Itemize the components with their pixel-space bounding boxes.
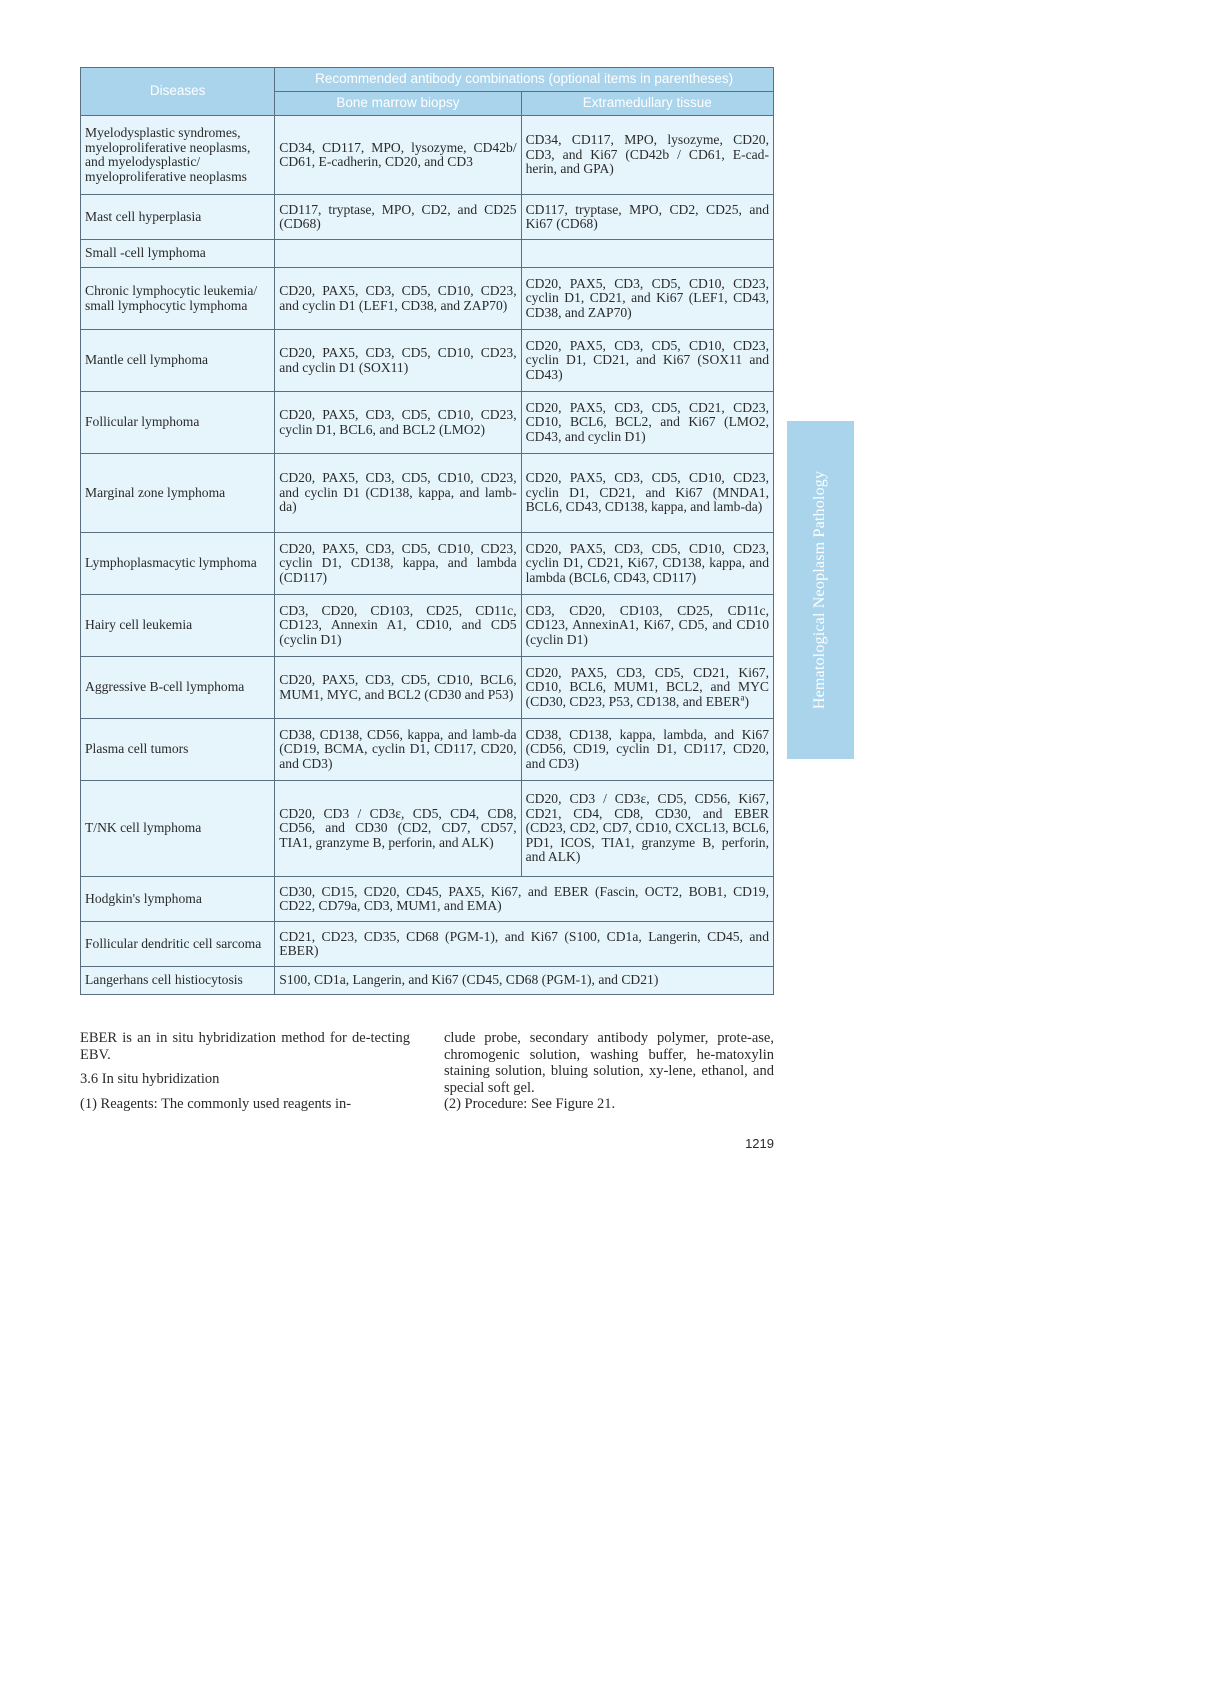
disease-cell: Chronic lymphocytic leukemia/ small lymphocytic lymphoma (81, 268, 275, 330)
bone-marrow-cell: CD20, PAX5, CD3, CD5, CD10, BCL6, MUM1, MYC, and BCL2 (CD30 and P53) (275, 657, 521, 719)
header-antibody-group: Recommended antibody combinations (optional items in parentheses) (275, 68, 774, 92)
disease-cell: Hairy cell leukemia (81, 595, 275, 657)
disease-cell: Follicular lymphoma (81, 392, 275, 454)
combined-antibody-cell: CD30, CD15, CD20, CD45, PAX5, Ki67, and EBER (Fascin, OCT2, BOB1, CD19, CD22, CD79a, CD3, MUM1, and EMA) (275, 877, 774, 922)
table-row (81, 657, 774, 719)
table-row (81, 719, 774, 781)
table-row (81, 533, 774, 595)
header-bone-marrow: Bone marrow biopsy (275, 92, 521, 116)
disease-cell: Marginal zone lymphoma (81, 454, 275, 533)
table-row (81, 967, 774, 995)
extramedullary-cell: CD34, CD117, MPO, lysozyme, CD20, CD3, and Ki67 (CD42b / CD61, E-cad-herin, and GPA) (521, 116, 773, 195)
disease-cell: Hodgkin's lymphoma (81, 877, 275, 922)
extramedullary-cell (521, 657, 773, 719)
paragraph: (2) Procedure: See Figure 21. (444, 1096, 616, 1113)
extramedullary-cell: CD20, PAX5, CD3, CD5, CD21, CD23, CD10, BCL6, BCL2, and Ki67 (LMO2, CD43, and cyclin D1) (521, 392, 773, 454)
bone-marrow-cell: CD20, PAX5, CD3, CD5, CD10, CD23, cyclin D1, CD138, kappa, and lambda (CD117) (275, 533, 521, 595)
antibody-table (80, 67, 774, 995)
chapter-side-tab (787, 421, 854, 759)
table-row (81, 195, 774, 240)
table-row (81, 877, 774, 922)
extramedullary-cell (521, 240, 773, 268)
extramedullary-text: CD20, PAX5, CD3, CD5, CD21, Ki67, CD10, BCL6, MUM1, BCL2, and MYC (CD30, CD23, P53, CD138, and EBER (525, 664, 769, 709)
table-row (81, 781, 774, 877)
table-row (81, 240, 774, 268)
extramedullary-cell: CD20, PAX5, CD3, CD5, CD10, CD23, cyclin D1, CD21, and Ki67 (MNDA1, BCL6, CD43, CD138, kappa, and lamb-da) (521, 454, 773, 533)
paragraph: EBER is an in situ hybridization method for de-tecting EBV. (80, 1030, 410, 1063)
disease-cell: Mast cell hyperplasia (81, 195, 275, 240)
disease-cell: Mantle cell lymphoma (81, 330, 275, 392)
disease-cell: Aggressive B-cell lymphoma (81, 657, 275, 719)
extramedullary-text-tail: ) (744, 693, 750, 709)
disease-cell: Follicular dendritic cell sarcoma (81, 922, 275, 967)
bone-marrow-cell: CD20, PAX5, CD3, CD5, CD10, CD23, and cyclin D1 (LEF1, CD38, and ZAP70) (275, 268, 521, 330)
table-row (81, 392, 774, 454)
disease-cell: Plasma cell tumors (81, 719, 275, 781)
disease-cell: T/NK cell lymphoma (81, 781, 275, 877)
bone-marrow-cell: CD20, PAX5, CD3, CD5, CD10, CD23, and cyclin D1 (CD138, kappa, and lamb-da) (275, 454, 521, 533)
paragraph: (1) Reagents: The commonly used reagents in- (80, 1095, 352, 1112)
bone-marrow-cell: CD20, CD3 / CD3ε, CD5, CD4, CD8, CD56, and CD30 (CD2, CD7, CD57, TIA1, granzyme B, perforin, and ALK) (275, 781, 521, 877)
disease-cell: Langerhans cell histiocytosis (81, 967, 275, 995)
bone-marrow-cell: CD117, tryptase, MPO, CD2, and CD25 (CD68) (275, 195, 521, 240)
paragraph: clude probe, secondary antibody polymer, prote-ase, chromogenic solution, washing buffer, he-matoxylin staining solution, bluing solution, xy-lene, ethanol, and special soft gel. (444, 1030, 774, 1096)
combined-antibody-cell: S100, CD1a, Langerin, and Ki67 (CD45, CD68 (PGM-1), and CD21) (275, 967, 774, 995)
body-text-left-column (80, 1030, 410, 1120)
table-row (81, 268, 774, 330)
extramedullary-cell: CD20, PAX5, CD3, CD5, CD10, CD23, cyclin D1, CD21, and Ki67 (SOX11 and CD43) (521, 330, 773, 392)
bone-marrow-cell (275, 240, 521, 268)
disease-cell: Lymphoplasmacytic lymphoma (81, 533, 275, 595)
combined-antibody-cell: CD21, CD23, CD35, CD68 (PGM-1), and Ki67 (S100, CD1a, Langerin, CD45, and EBER) (275, 922, 774, 967)
table-row (81, 454, 774, 533)
disease-cell: Myelodysplastic syndromes, myeloproliferative neoplasms, and myelodysplastic/ myeloproliferative neoplasms (81, 116, 275, 195)
bone-marrow-cell: CD20, PAX5, CD3, CD5, CD10, CD23, and cyclin D1 (SOX11) (275, 330, 521, 392)
header-extramedullary: Extramedullary tissue (521, 92, 773, 116)
extramedullary-cell: CD117, tryptase, MPO, CD2, CD25, and Ki67 (CD68) (521, 195, 773, 240)
section-heading: 3.6 In situ hybridization (80, 1071, 220, 1088)
body-text-right-column (444, 1030, 774, 1113)
bone-marrow-cell: CD20, PAX5, CD3, CD5, CD10, CD23, cyclin D1, BCL6, and BCL2 (LMO2) (275, 392, 521, 454)
footnote-marker: a (740, 692, 745, 703)
bone-marrow-cell: CD38, CD138, CD56, kappa, and lamb-da (CD19, BCMA, cyclin D1, CD117, CD20, and CD3) (275, 719, 521, 781)
extramedullary-cell: CD20, CD3 / CD3ε, CD5, CD56, Ki67, CD21, CD4, CD8, CD30, and EBER (CD23, CD2, CD7, CD10, CXCL13, BCL6, PD1, ICOS, TIA1, granzyme B, perforin, and ALK) (521, 781, 773, 877)
table-row (81, 116, 774, 195)
bone-marrow-cell: CD34, CD117, MPO, lysozyme, CD42b/ CD61, E-cadherin, CD20, and CD3 (275, 116, 521, 195)
header-diseases: Diseases (81, 68, 275, 116)
table-row (81, 922, 774, 967)
bone-marrow-cell: CD3, CD20, CD103, CD25, CD11c, CD123, Annexin A1, CD10, and CD5 (cyclin D1) (275, 595, 521, 657)
table-row (81, 595, 774, 657)
page-number: 1219 (745, 1136, 774, 1151)
table-row (81, 330, 774, 392)
extramedullary-cell: CD20, PAX5, CD3, CD5, CD10, CD23, cyclin D1, CD21, and Ki67 (LEF1, CD43, CD38, and ZAP70) (521, 268, 773, 330)
extramedullary-cell: CD3, CD20, CD103, CD25, CD11c, CD123, AnnexinA1, Ki67, CD5, and CD10 (cyclin D1) (521, 595, 773, 657)
extramedullary-cell: CD38, CD138, kappa, lambda, and Ki67 (CD56, CD19, cyclin D1, CD117, CD20, and CD3) (521, 719, 773, 781)
chapter-title: Hematological Neoplasm Pathology (811, 470, 829, 710)
disease-cell: Small -cell lymphoma (81, 240, 275, 268)
extramedullary-cell: CD20, PAX5, CD3, CD5, CD10, CD23, cyclin D1, CD21, Ki67, CD138, kappa, and lambda (BCL6, CD43, CD117) (521, 533, 773, 595)
